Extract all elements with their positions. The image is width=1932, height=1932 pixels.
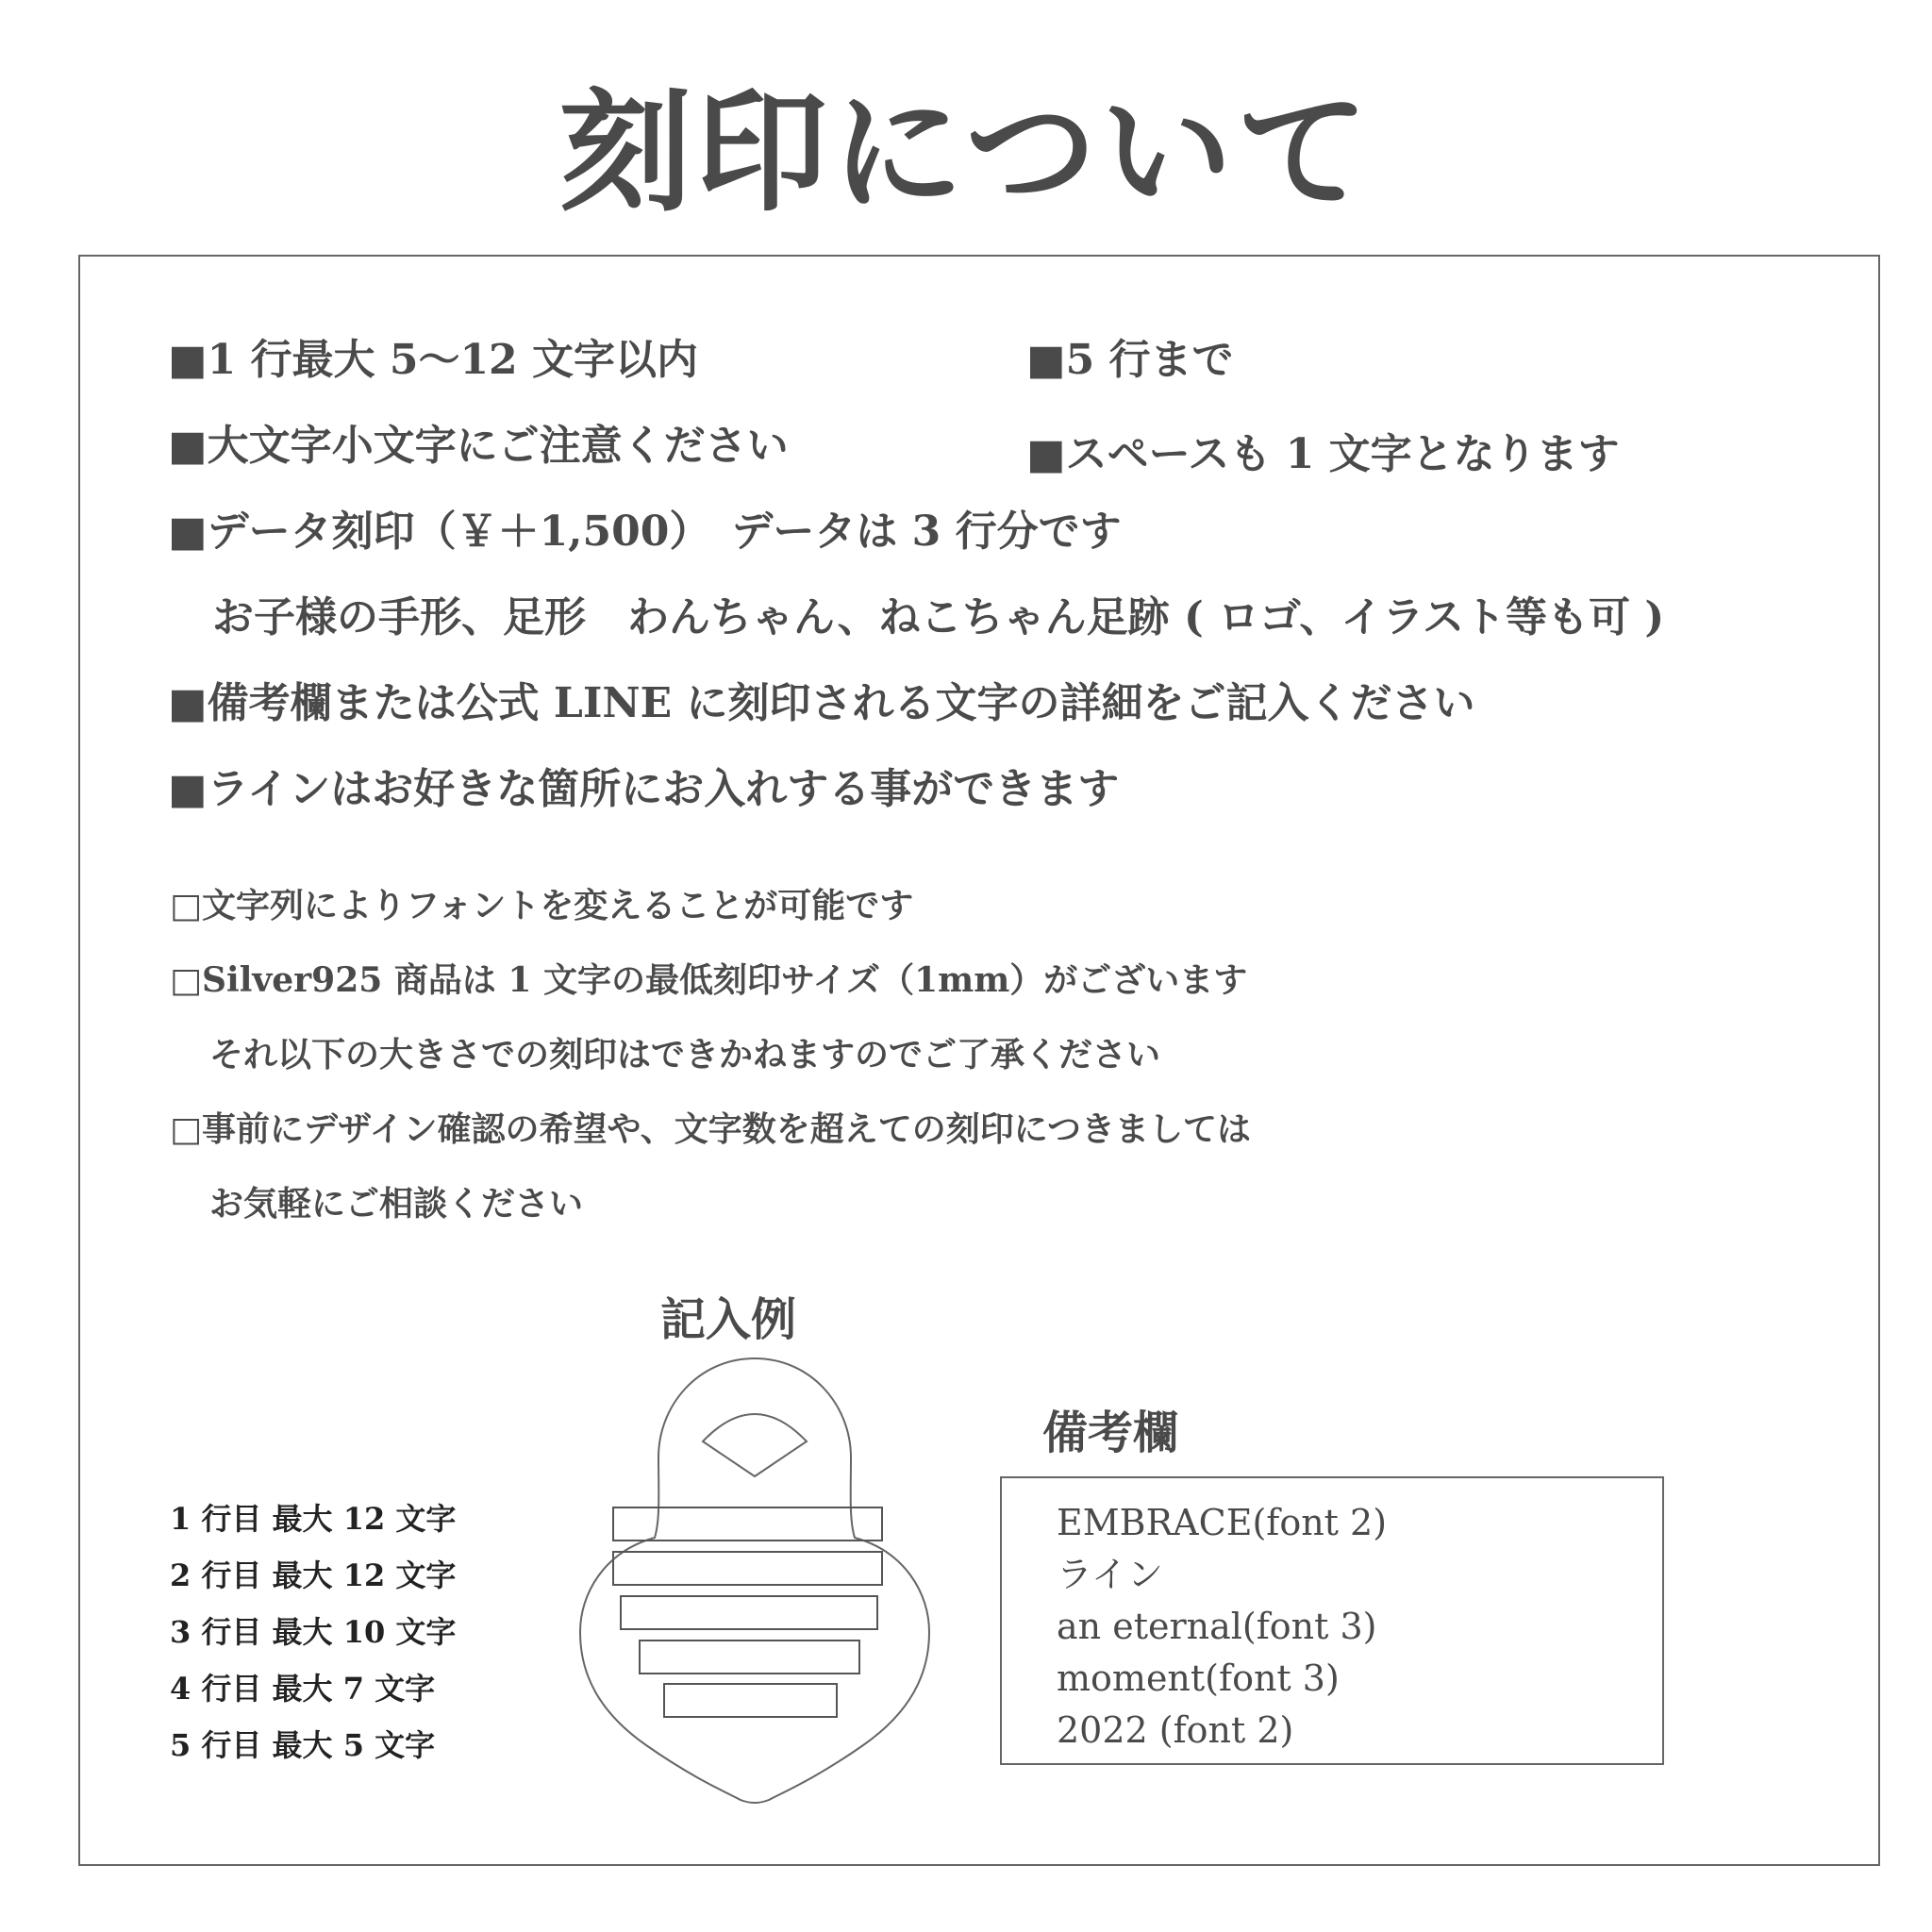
row-limit-5: 5 行目 最大 5 文字 bbox=[170, 1727, 436, 1763]
note-min-size-cont: それ以下の大きさでの刻印はできかねますのでご了承ください bbox=[209, 1035, 1161, 1074]
rule-data-engraving: ■データ刻印（￥＋1,500） データは 3 行分です bbox=[168, 508, 1122, 556]
remarks-box bbox=[1000, 1476, 1664, 1765]
page-title: 刻印について bbox=[559, 75, 1373, 230]
rule-max-chars: ■1 行最大 5〜12 文字以内 bbox=[168, 336, 698, 384]
engraving-row-4 bbox=[640, 1641, 859, 1674]
row-limit-3: 3 行目 最大 10 文字 bbox=[170, 1614, 457, 1650]
rule-space-counts: ■スペースも 1 文字となります bbox=[1026, 430, 1620, 478]
remarks-line-2: ライン bbox=[1057, 1554, 1163, 1595]
remarks-line-1: EMBRACE(font 2) bbox=[1057, 1502, 1388, 1543]
note-min-size: □Silver925 商品は 1 文字の最低刻印サイズ（1mm）がございます bbox=[170, 960, 1248, 1000]
engraving-row-1 bbox=[613, 1507, 882, 1541]
rule-data-examples: お子様の手形、足形 わんちゃん、ねこちゃん足跡 ( ロゴ、イラスト等も可 ) bbox=[212, 593, 1665, 641]
remarks-title: 備考欄 bbox=[1042, 1407, 1179, 1459]
remarks-line-5: 2022 (font 2) bbox=[1057, 1709, 1294, 1751]
engraving-row-5 bbox=[664, 1684, 837, 1717]
row-limit-4: 4 行目 最大 7 文字 bbox=[170, 1671, 436, 1707]
rule-remarks-or-line: ■備考欄または公式 LINE に刻印される文字の詳細をご記入ください bbox=[168, 679, 1475, 727]
example-title: 記入例 bbox=[660, 1293, 797, 1346]
note-consult-cont: お気軽にご相談ください bbox=[209, 1184, 584, 1224]
engraving-row-2 bbox=[613, 1552, 882, 1585]
row-limits-list bbox=[170, 1491, 509, 1774]
remarks-line-4: moment(font 3) bbox=[1057, 1657, 1340, 1699]
heart-tag-outline bbox=[580, 1358, 929, 1803]
tag-hole bbox=[703, 1414, 807, 1476]
rule-case-sensitive: ■大文字小文字にご注意ください bbox=[168, 422, 789, 470]
row-limit-2: 2 行目 最大 12 文字 bbox=[170, 1557, 457, 1593]
remarks-line-3: an eternal(font 3) bbox=[1057, 1606, 1377, 1647]
note-font-change: □文字列によりフォントを変えることが可能です bbox=[170, 886, 914, 925]
row-limit-1: 1 行目 最大 12 文字 bbox=[170, 1501, 457, 1537]
heart-tag-illustration bbox=[566, 1349, 943, 1811]
rule-line-placement: ■ラインはお好きな箇所にお入れする事ができます bbox=[168, 765, 1120, 813]
note-consult: □事前にデザイン確認の希望や、文字数を超えての刻印につきましては bbox=[170, 1109, 1252, 1149]
rule-max-lines: ■5 行まで bbox=[1026, 336, 1234, 384]
engraving-row-3 bbox=[621, 1596, 877, 1629]
